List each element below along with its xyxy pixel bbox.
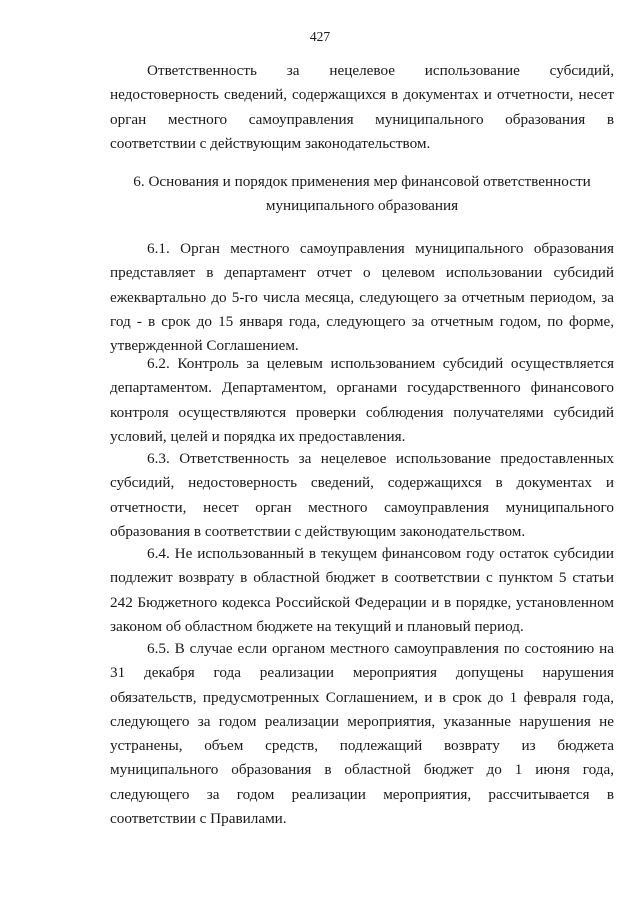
- paragraph-6-4: 6.4. Не использованный в текущем финансовом году остаток субсидии подлежит возврату в областной бюджет в соответствии с пунктом 5 статьи 242 Бюджетного кодекса Российской Федерации и в порядке, установленном законом об областном бюджете на текущий и плановый период.: [110, 545, 614, 635]
- page-number: 427: [309, 29, 331, 44]
- intro-paragraph: Ответственность за нецелевое использование субсидий, недостоверность сведений, содержащихся в документах и отчетности, несет орган местного самоуправления муниципального образования в соответствии с действующим законодательством.: [110, 62, 614, 152]
- paragraph-6-5: 6.5. В случае если органом местного самоуправления по состоянию на 31 декабря года реализации мероприятия допущены нарушения обязательств, предусмотренных Соглашением, и в срок до 1 февраля года, следующего за годом реализации мероприятия, указанные нарушения не устранены, объем средств, подлежащий возврату из бюджета муниципального образования в областной бюджет до 1 июня года, следующего за годом реализации мероприятия, рассчитывается в соответствии с Правилами.: [110, 640, 614, 828]
- paragraph-6-3: 6.3. Ответственность за нецелевое использование предоставленных субсидий, недостоверность сведений, содержащихся в документах и отчетности, несет орган местного самоуправления муниципального образования в соответствии с действующим законодательством.: [110, 450, 614, 540]
- section-heading: [110, 170, 614, 218]
- section-heading-line-1: 6. Основания и порядок применения мер финансовой ответственности: [133, 173, 591, 190]
- paragraph-6-1: 6.1. Орган местного самоуправления муниципального образования представляет в департамент отчет о целевом использовании субсидий ежеквартально до 5-го числа месяца, следующего за отчетным периодом, за год - в срок до 15 января года, следующего за отчетным годом, по форме, утвержденной Соглашением.: [110, 240, 614, 355]
- section-heading-line-2: муниципального образования: [265, 197, 459, 214]
- paragraph-6-2: 6.2. Контроль за целевым использованием субсидий осуществляется департаментом. Департаментом, органами государственного финансового контроля осуществляются проверки соблюдения получателями субсидий условий, целей и порядка их предоставления.: [110, 355, 614, 445]
